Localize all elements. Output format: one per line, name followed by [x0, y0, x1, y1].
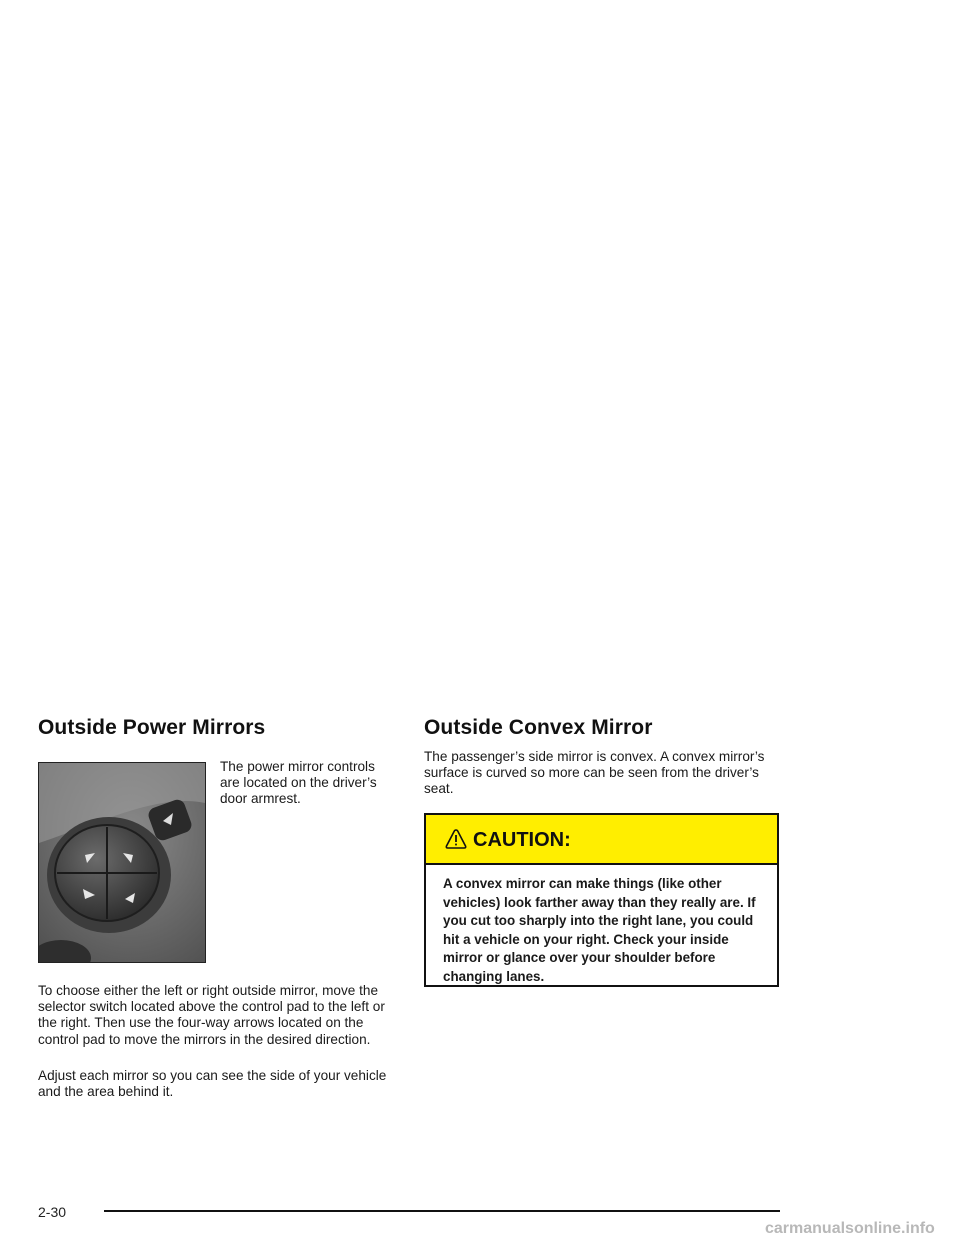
- mirror-control-illustration: [39, 763, 205, 962]
- warning-triangle-icon: [445, 828, 467, 850]
- page-number: 2-30: [38, 1204, 67, 1220]
- caution-title: CAUTION:: [473, 829, 571, 851]
- adjust-mirror-instructions: Adjust each mirror so you can see the side of your vehicle and the area behind it.: [38, 1068, 387, 1100]
- section-title-convex-mirror: Outside Convex Mirror: [424, 716, 653, 739]
- convex-mirror-description: The passenger’s side mirror is convex. A convex mirror’s surface is curved so more can be seen from the driver’s seat.: [424, 749, 765, 797]
- caution-header: [426, 815, 777, 865]
- section-title-power-mirrors: Outside Power Mirrors: [38, 716, 266, 739]
- power-mirror-intro: The power mirror controls are located on the driver’s door armrest.: [220, 759, 377, 807]
- footer-rule: [104, 1210, 780, 1212]
- caution-text: A convex mirror can make things (like other vehicles) look farther away than they really are. If you cut too sharply into the right lane, you could hit a vehicle on your right. Check your inside mirror or glance over your shoulder before changing lanes.: [443, 876, 756, 984]
- watermark: carmanualsonline.info: [765, 1220, 935, 1237]
- mirror-control-photo: [38, 762, 206, 963]
- selector-switch-instructions: To choose either the left or right outside mirror, move the selector switch located above the control pad to the left or the right. Then use the four-way arrows located on the control pad to move the mirrors in the desired direction.: [38, 983, 385, 1047]
- caution-box: [424, 813, 779, 987]
